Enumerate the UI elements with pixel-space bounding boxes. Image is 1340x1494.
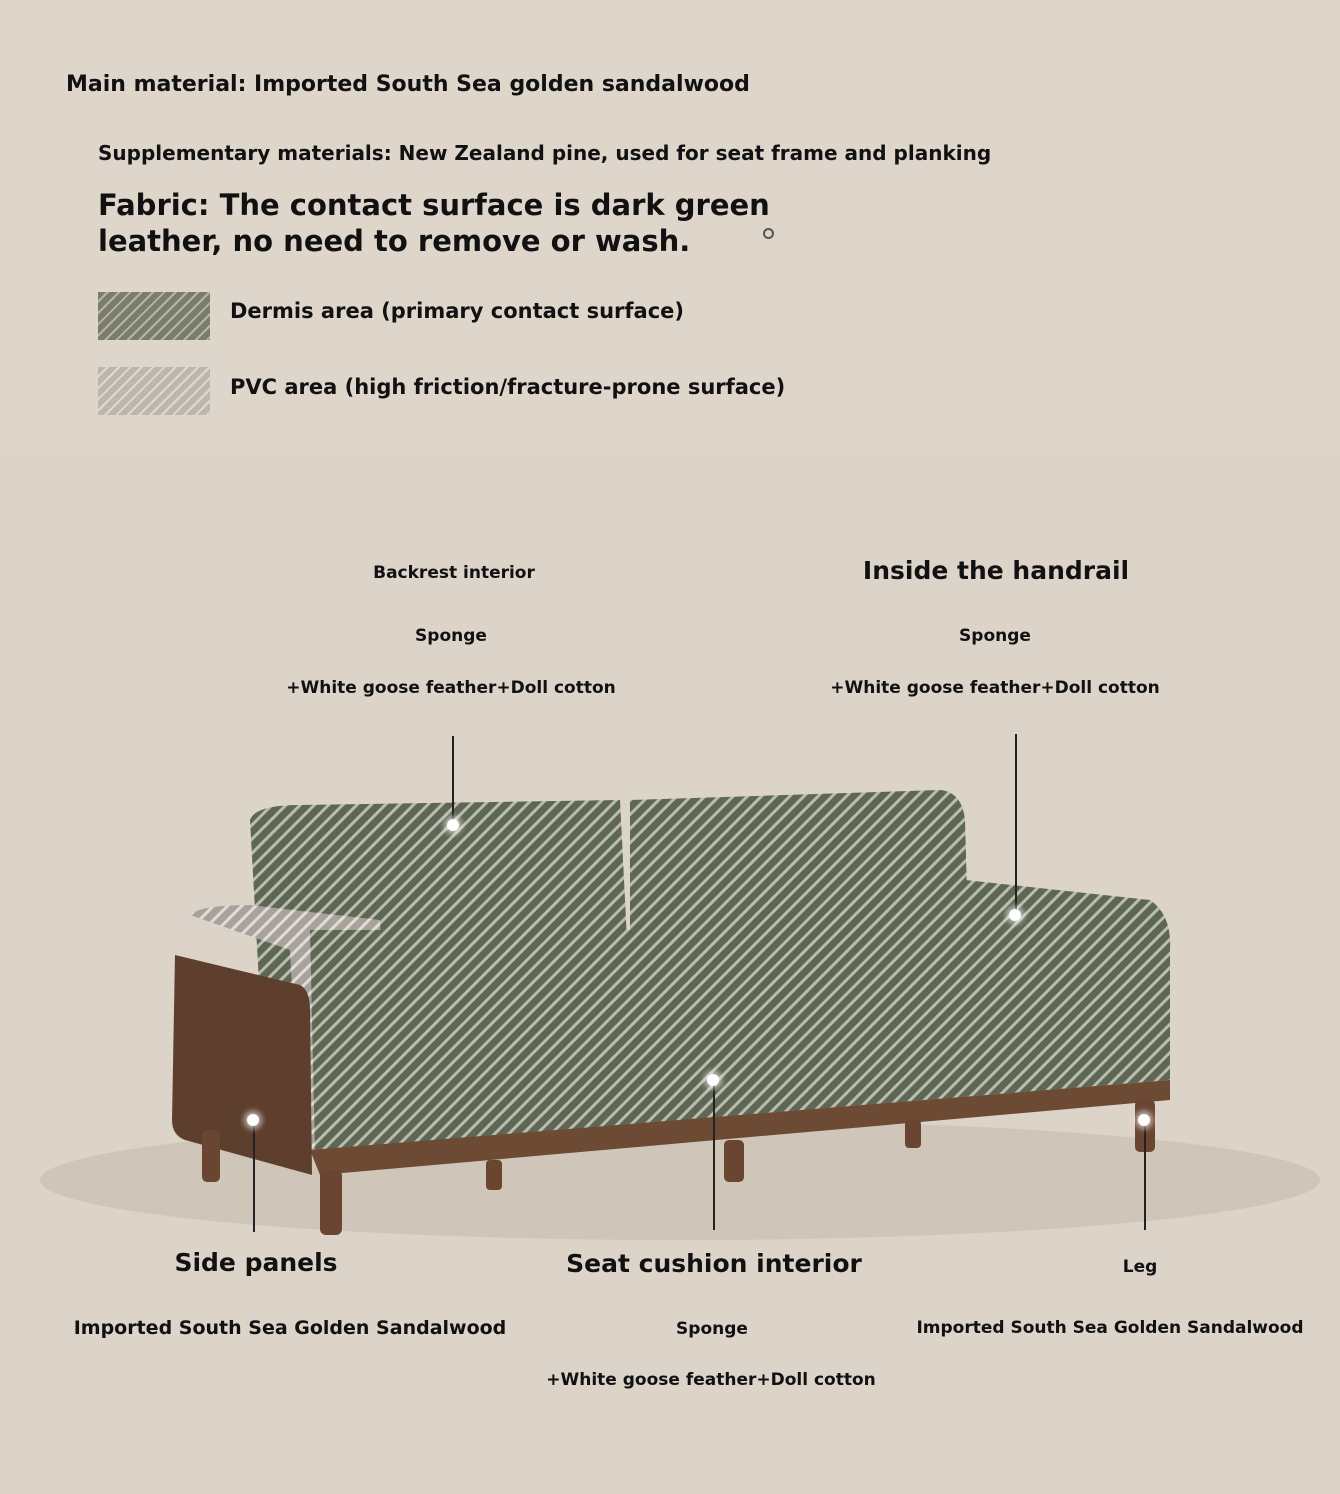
- backrest-line1: Sponge: [415, 626, 487, 646]
- backrest-title: Backrest interior: [373, 563, 535, 583]
- backrest-line2: +White goose feather+Doll cotton: [286, 678, 616, 698]
- leg: [202, 1130, 220, 1182]
- seat-hotspot[interactable]: [707, 1074, 719, 1086]
- supplementary-material-text: Supplementary materials: New Zealand pine, used for seat frame and planking: [98, 141, 992, 165]
- leg: [320, 1170, 342, 1235]
- handrail-title: Inside the handrail: [862, 556, 1130, 585]
- side-line1: Imported South Sea Golden Sandalwood: [73, 1317, 507, 1339]
- handrail-line1: Sponge: [959, 626, 1031, 646]
- main-material-text: Main material: Imported South Sea golden sandalwood: [66, 72, 750, 97]
- backrest-hotspot[interactable]: [447, 819, 459, 831]
- side-hotspot[interactable]: [247, 1114, 259, 1126]
- seat-leader-line: [713, 1080, 715, 1230]
- fabric-title-line1: Fabric: The contact surface is dark green: [98, 188, 770, 222]
- leg: [724, 1140, 744, 1182]
- seat-title: Seat cushion interior: [566, 1249, 862, 1278]
- legend-dermis-label: Dermis area (primary contact surface): [230, 299, 685, 323]
- side-title: Side panels: [174, 1248, 338, 1277]
- leg-line1: Imported South Sea Golden Sandalwood: [916, 1318, 1304, 1338]
- seat-line1: Sponge: [676, 1319, 748, 1339]
- side-leader-line: [253, 1120, 255, 1232]
- legend-pvc-label: PVC area (high friction/fracture-prone surface): [230, 375, 786, 399]
- leg: [905, 1120, 921, 1148]
- handrail-hotspot[interactable]: [1009, 909, 1021, 921]
- fabric-title-line2: leather, no need to remove or wash.: [98, 224, 691, 258]
- leg-hotspot[interactable]: [1138, 1114, 1150, 1126]
- leg-title: Leg: [1122, 1257, 1158, 1277]
- leg: [486, 1160, 502, 1190]
- handrail-line2: +White goose feather+Doll cotton: [830, 678, 1160, 698]
- handrail-leader-line: [1015, 734, 1017, 914]
- seat-line2: +White goose feather+Doll cotton: [546, 1370, 876, 1390]
- backrest-leader-line: [452, 736, 454, 826]
- leg-leader-line: [1144, 1120, 1146, 1230]
- side-panel: [172, 955, 312, 1175]
